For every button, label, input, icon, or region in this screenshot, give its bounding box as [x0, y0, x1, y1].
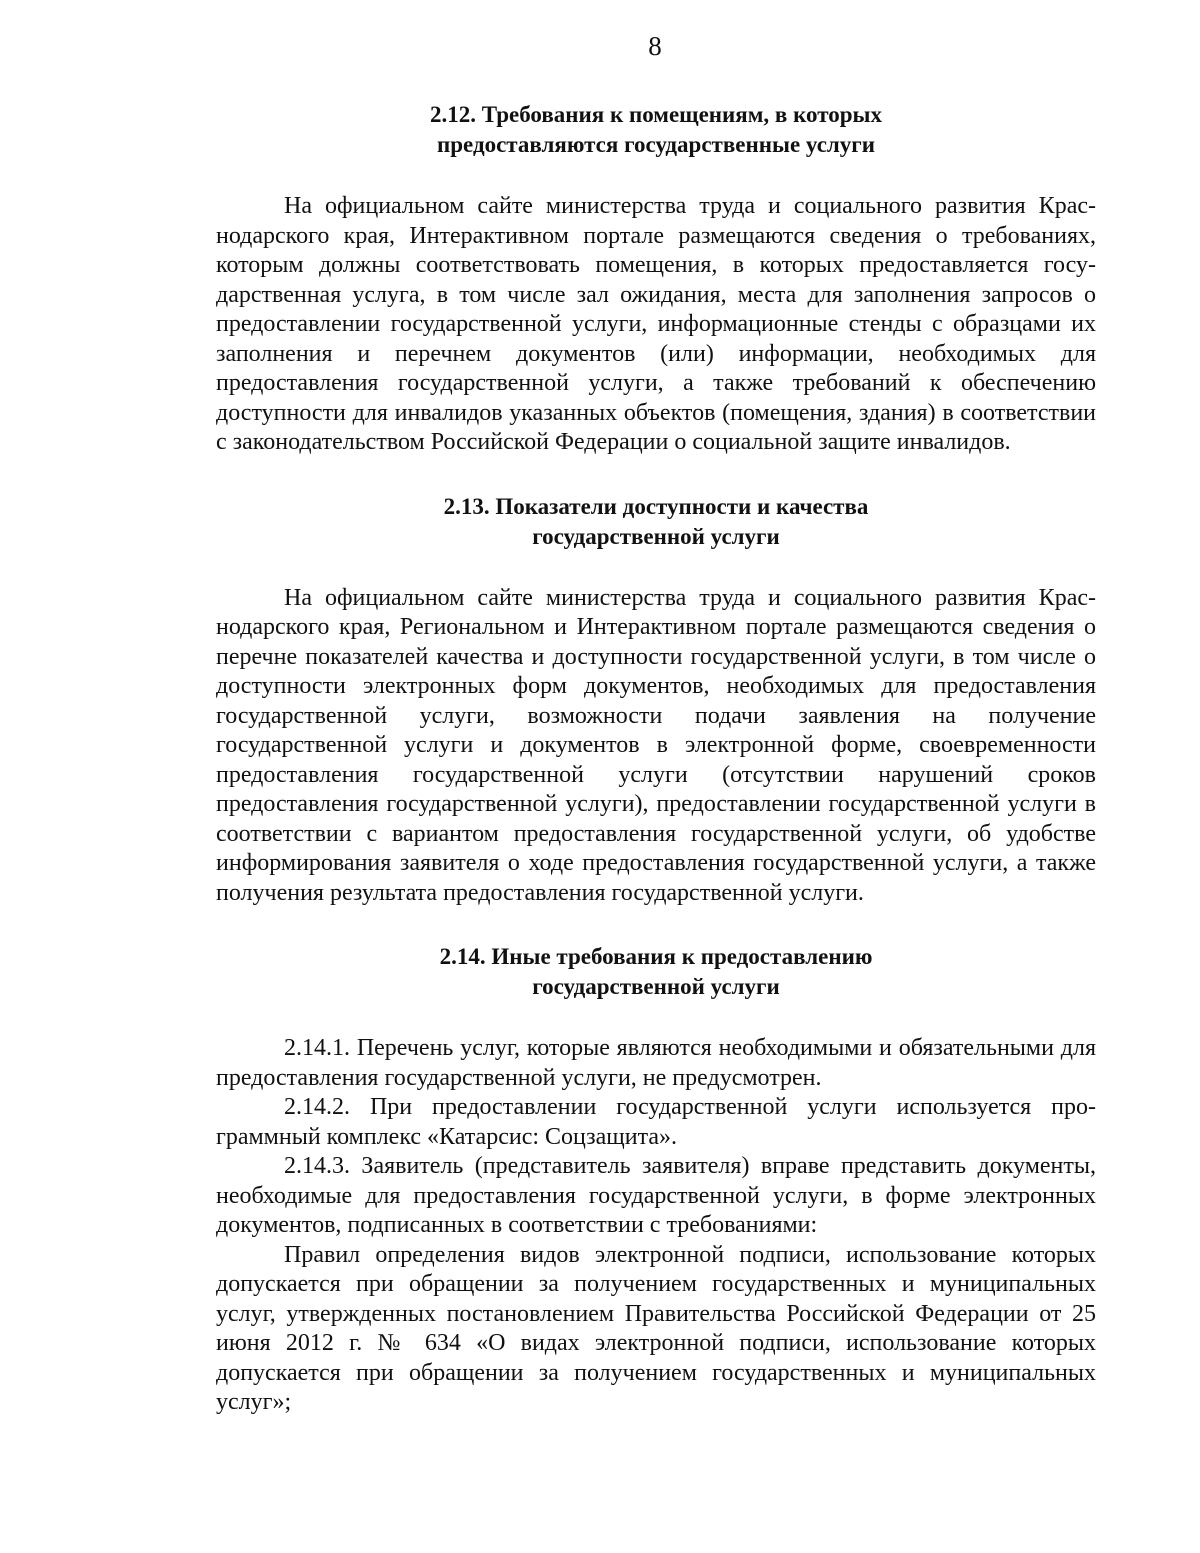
section-title-line: государственной услуги: [532, 974, 780, 999]
section-title-line: предоставляются государственные услуги: [437, 132, 875, 157]
section-title-line: государственной услуги: [532, 523, 780, 549]
paragraph-2-14-2: 2.14.2. При предоставлении государственной услуги используется программный комплекс «Катарсис: Соцзащита».: [216, 1094, 1096, 1150]
paragraph-rules: Правил определения видов электронной подписи, использование которых допускается при обращении за получением государственных и муниципальных услуг, утвержденных постановлением Правительства Российской Федерации от 25 июня 2012 г. № 634 «О видах электронной подписи, использование которых допускается при обращении за получением государственных и муниципальных услуг»;: [216, 1241, 1096, 1415]
section-title-2-12: [216, 100, 1096, 160]
document-content: [216, 100, 1096, 1418]
paragraph-2-14-1: 2.14.1. Перечень услуг, которые являются необходимыми и обязательными для предоставления государственной услуги, не предусмотрен.: [216, 1035, 1096, 1091]
paragraph-2-12: На официальном сайте министерства труда и социального развития Краснодарского края, Интерактивном портале размещаются сведения о требованиях, которым должны соответствовать помещения, в которых предоставляется государственная услуга, в том числе зал ожидания, места для заполнения запросов о предоставлении государственной услуги, информационные стенды с образцами их заполнения и перечнем документов (или) информации, необходимых для предоставления государственной услуги, а также требований к обеспечению доступности для инвалидов указанных объектов (помещения, здания) в соответствии с законодательством Российской Федерации о социальной защите инвалидов.: [216, 193, 1096, 455]
paragraph-2-14-3: 2.14.3. Заявитель (представитель заявителя) вправе представить документы, необходимые для предоставления государственной услуги, в форме электронных документов, подписанных в соответствии с требованиями:: [216, 1153, 1096, 1238]
section-title-line: 2.14. Иные требования к предоставлению: [439, 944, 873, 969]
section-title-2-13: [216, 492, 1096, 552]
section-title-line: 2.12. Требования к помещениям, в которых: [430, 102, 882, 127]
section-title-line: 2.13. Показатели доступности и качества: [443, 493, 869, 519]
section-title-2-14: [216, 942, 1096, 1002]
page-number: 8: [648, 31, 662, 61]
paragraph-2-13: На официальном сайте министерства труда и социального развития Краснодарского края, Региональном и Интерактивном портале размещаются сведения о перечне показателей качества и доступности государственной услуги, в том числе о доступности электронных форм документов, необходимых для предоставления государственной услуги, возможности подачи заявления на получение государственной услуги и документов в электронной форме, своевременности предоставления государственной услуги (отсутствии нарушений сроков предоставления государственной услуги), предоставлении государственной услуги в соответствии с вариантом предоставления государственной услуги, об удобстве информирования заявителя о ходе предоставления государственной услуги, а также получения результата предоставления государственной услуги.: [216, 584, 1096, 906]
